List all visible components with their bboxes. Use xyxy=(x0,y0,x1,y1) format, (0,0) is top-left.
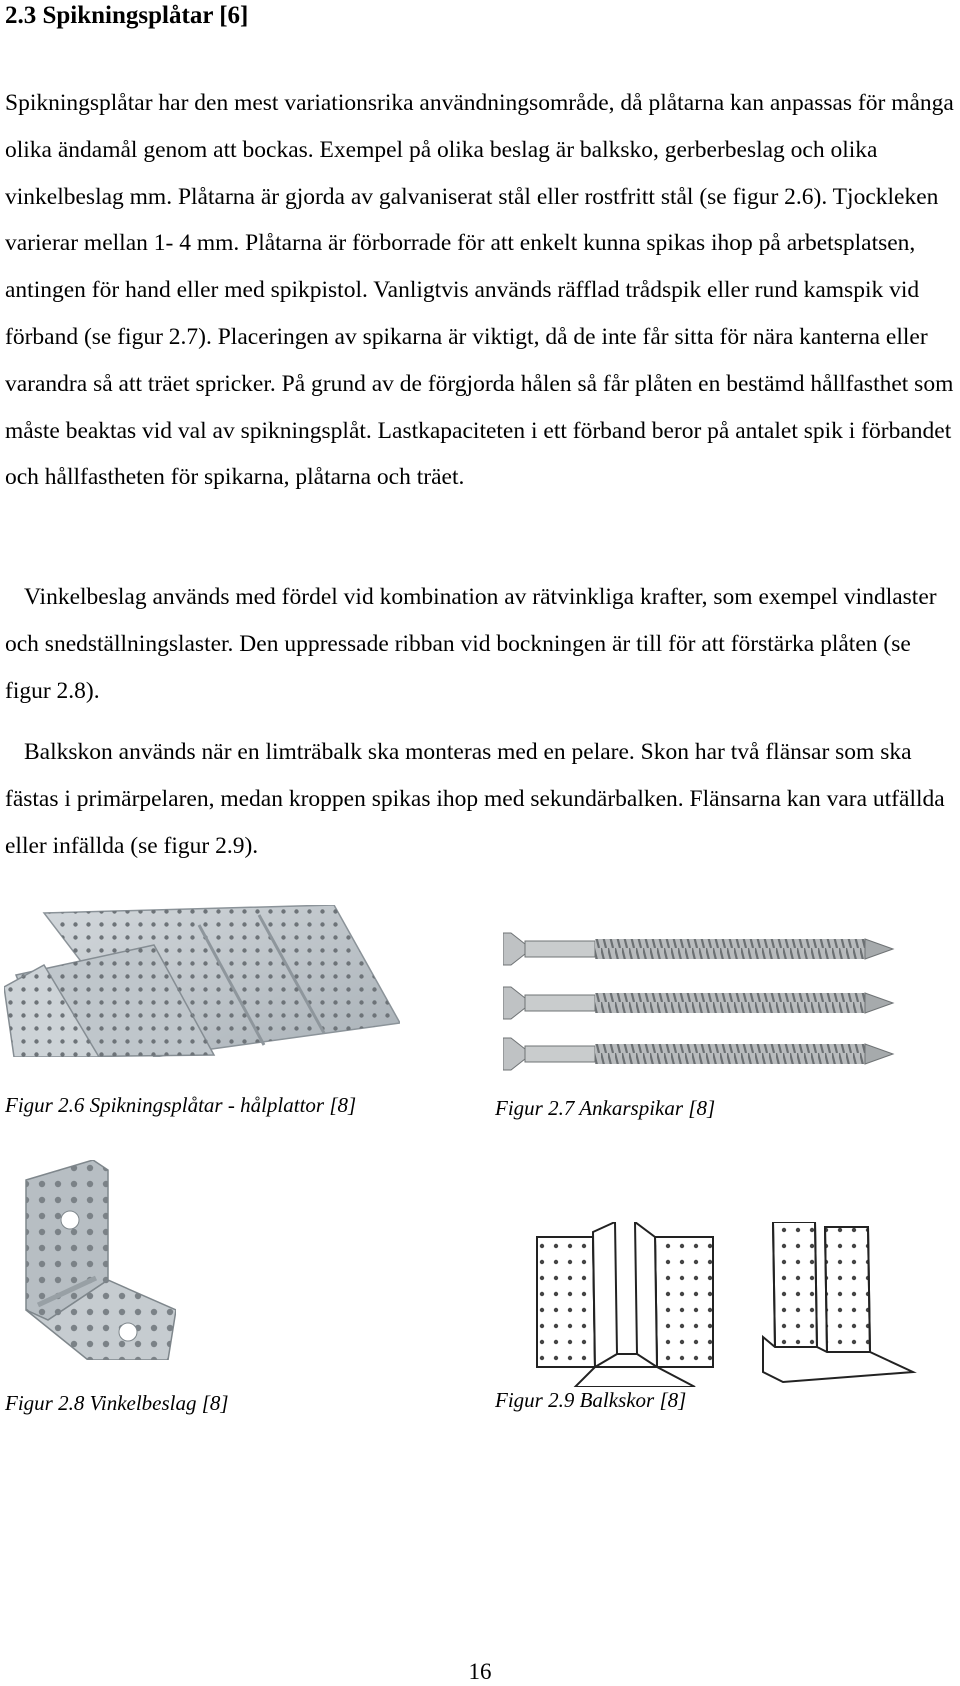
paragraph-3-text: Balkskon används när en limträbalk ska monteras med en pelare. Skon har två flänsar som ska fästas i primärpelaren, medan kroppen spikas ihop med sekundärbalken. Flänsarna kan vara utfällda eller infällda (se figur 2.9). xyxy=(5,739,945,859)
paragraph-2 xyxy=(5,574,960,714)
figure-caption-2-9: Figur 2.9 Balkskor [8] xyxy=(495,1388,687,1412)
nail-3 xyxy=(503,1038,893,1070)
anchor-nails-image xyxy=(503,928,895,1076)
perforated-plates-image xyxy=(4,905,400,1057)
angle-bracket-image xyxy=(18,1160,176,1360)
joist-hangers-image xyxy=(535,1222,945,1387)
nail-2 xyxy=(503,987,893,1019)
nail-1 xyxy=(503,933,893,965)
figure-caption-2-6: Figur 2.6 Spikningsplåtar - hålplattor [8] xyxy=(5,1093,357,1117)
paragraph-2-text: Vinkelbeslag används med fördel vid kombination av rätvinkliga krafter, som exempel vindlaster och snedställningslaster. Den uppressade ribban vid bockningen är till för att förstärka plåten (se figur 2.8). xyxy=(5,584,937,704)
hanger-external-flanges xyxy=(537,1222,713,1387)
figure-caption-2-7: Figur 2.7 Ankarspikar [8] xyxy=(495,1096,716,1120)
figure-caption-2-8: Figur 2.8 Vinkelbeslag [8] xyxy=(5,1391,229,1415)
page-number: 16 xyxy=(468,1659,492,1684)
hanger-internal-flanges xyxy=(763,1222,913,1382)
paragraph-1: Spikningsplåtar har den mest variationsrika användningsområde, då plåtarna kan anpassas för många olika ändamål genom att bockas. Exempel på olika beslag är balksko, gerberbeslag och olika vinkelbeslag mm. Plåtarna är gjorda av galvaniserat stål eller rostfritt stål (se figur 2.6). Tjockleken varierar mellan 1- 4 mm. Plåtarna är förborrade för att enkelt kunna spikas ihop på arbetsplatsen, antingen för hand eller med spikpistol. Vanligtvis används räfflad trådspik eller rund kamspik vid förband (se figur 2.7). Placeringen av spikarna är viktigt, då de inte får sitta för nära kanterna eller varandra så att träet spricker. På grund av de förgjorda hålen så får plåten en bestämd hållfasthet som måste beaktas vid val av spikningsplåt. Lastkapaciteten i ett förband beror på antalet spik i förbandet och hållfastheten för spikarna, plåtarna och träet. xyxy=(5,90,954,491)
section-heading: 2.3 Spikningsplåtar [6] xyxy=(5,2,249,29)
paragraph-3 xyxy=(5,729,960,869)
